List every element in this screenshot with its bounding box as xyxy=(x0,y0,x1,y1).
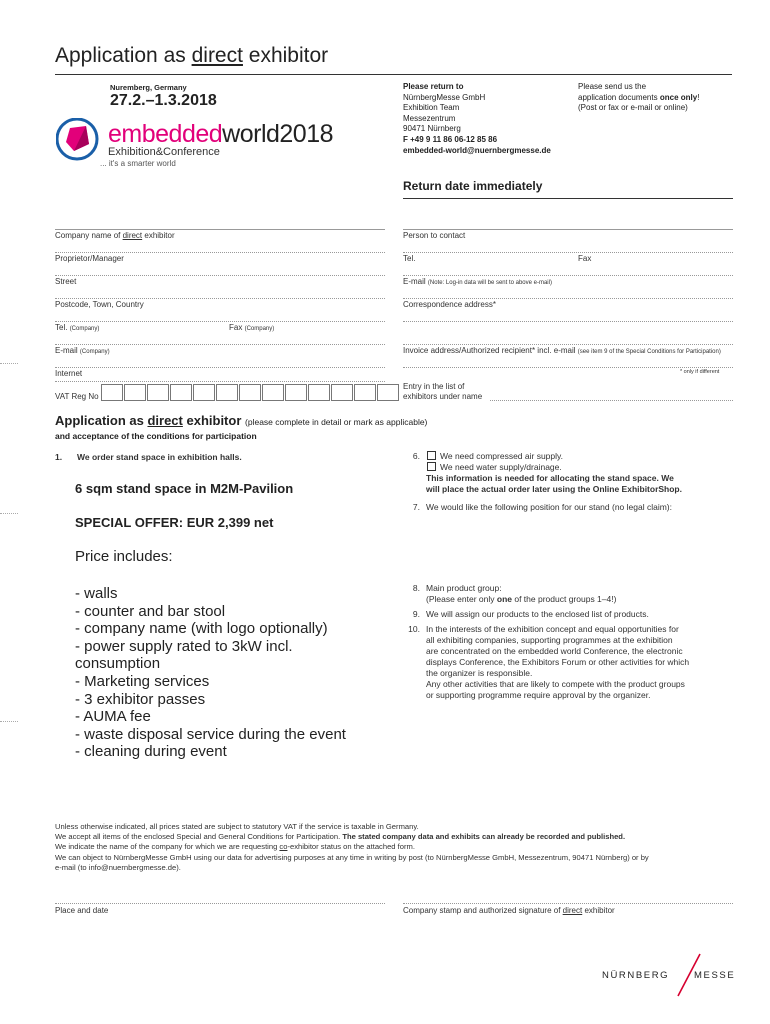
email-company-field[interactable] xyxy=(55,367,385,368)
correspondence-field-1[interactable] xyxy=(403,321,733,322)
place-date-field[interactable] xyxy=(55,903,385,904)
return-to-heading: Please return to xyxy=(403,82,464,91)
proprietor-label: Proprietor/Manager xyxy=(55,254,124,263)
send-note-line3: (Post or fax or e-mail or online) xyxy=(578,103,688,112)
logo-subtitle: Exhibition&Conference xyxy=(108,146,220,158)
stand-space-offer: 6 sqm stand space in M2M-Pavilion xyxy=(75,481,294,496)
fold-mark xyxy=(0,721,18,722)
compressed-air-checkbox[interactable] xyxy=(427,451,436,460)
list-item: - walls xyxy=(75,585,118,602)
event-location: Nuremberg, Germany xyxy=(110,83,187,92)
tagline: ... it's a smarter world xyxy=(100,159,176,168)
invoice-label: Invoice address/Authorized recipient* incl. e-mail (see item 9 of the Special Conditions for Participation) xyxy=(403,346,721,355)
postcode-label: Postcode, Town, Country xyxy=(55,300,144,309)
section-heading: Application as direct exhibitor (please complete in detail or mark as applicable) xyxy=(55,413,428,428)
vat-reg-boxes[interactable] xyxy=(101,384,400,401)
list-item: - counter and bar stool xyxy=(75,602,226,620)
event-dates: 27.2.–1.3.2018 xyxy=(110,92,217,109)
list-item: - 3 exhibitor passes xyxy=(75,690,206,708)
company-name-field[interactable] xyxy=(55,229,385,230)
vat-label: VAT Reg No xyxy=(55,392,99,401)
person-to-contact-field[interactable] xyxy=(403,229,733,230)
fax-label: Fax xyxy=(578,254,592,263)
return-address-line: NürnbergMesse GmbH xyxy=(403,92,486,102)
fold-mark xyxy=(0,363,18,364)
price-includes-heading: Price includes: xyxy=(75,548,173,565)
proprietor-field[interactable] xyxy=(55,275,385,276)
return-email[interactable]: embedded-world@nuernbergmesse.de xyxy=(403,146,551,155)
company-name-input-line[interactable] xyxy=(55,252,385,253)
list-item: consumption xyxy=(75,655,161,673)
place-date-label: Place and date xyxy=(55,906,109,915)
person-input-line[interactable] xyxy=(403,252,733,253)
return-date: Return date immediately xyxy=(403,179,543,193)
email-field[interactable] xyxy=(403,298,733,299)
item-7: 7. We would like the following position for our stand (no legal claim): xyxy=(412,502,672,512)
email-company-label: E-mail (Company) xyxy=(55,346,110,355)
list-item: - power supply rated to 3kW incl. xyxy=(75,637,293,655)
logo-embedded: embedded xyxy=(108,120,223,148)
list-item: - cleaning during event xyxy=(75,743,227,761)
section-note: (please complete in detail or mark as applicable) xyxy=(245,417,428,427)
invoice-field[interactable] xyxy=(403,367,733,368)
tel-fax-field[interactable] xyxy=(403,275,733,276)
internet-field[interactable] xyxy=(55,381,385,382)
brand-left: NÜRNBERG xyxy=(602,970,670,981)
email-label: E-mail (Note: Log-in data will be sent to above e-mail) xyxy=(403,277,552,286)
postcode-field[interactable] xyxy=(55,321,385,322)
page-title xyxy=(55,44,328,68)
logo-world: world xyxy=(222,120,280,148)
street-field[interactable] xyxy=(55,298,385,299)
street-label: Street xyxy=(55,277,77,286)
correspondence-label: Correspondence address* xyxy=(403,300,496,309)
only-if-different-note: * only if different xyxy=(680,369,720,375)
return-address-line: Messezentrum xyxy=(403,113,456,123)
send-note-line2: application documents xyxy=(578,92,658,102)
fax-company-label: Fax (Company) xyxy=(229,323,275,332)
title-pre: Application as xyxy=(55,44,192,67)
title-post: exhibitor xyxy=(242,44,329,67)
return-address-line: 90471 Nürnberg xyxy=(403,124,461,133)
cube-icon xyxy=(56,118,100,162)
return-date-rule xyxy=(403,198,733,199)
send-note-excl: ! xyxy=(697,92,700,102)
signature-field[interactable] xyxy=(403,903,733,904)
internet-label: Internet xyxy=(55,369,83,378)
list-item: - Marketing services xyxy=(75,672,210,690)
special-offer: SPECIAL OFFER: EUR 2,399 net xyxy=(75,515,274,530)
signature-label: Company stamp and authorized signature of direct exhibitor xyxy=(403,906,615,915)
item-8: 8. Main product group: (Please enter only one of the product groups 1–4!) xyxy=(412,583,617,604)
list-item: - company name (with logo optionally) xyxy=(75,620,328,638)
person-to-contact-label: Person to contact xyxy=(403,231,466,240)
list-item: - waste disposal service during the event xyxy=(75,725,346,743)
return-address-line: Exhibition Team xyxy=(403,103,460,112)
company-name-label: Company name of direct exhibitor xyxy=(55,231,175,240)
send-note-line1: Please send us the xyxy=(578,82,647,91)
title-rule xyxy=(55,74,732,75)
price-includes-list xyxy=(75,585,346,761)
tel-company-field[interactable] xyxy=(55,344,385,345)
tel-company-label: Tel. (Company) xyxy=(55,323,100,332)
section-subheading: and acceptance of the conditions for participation xyxy=(55,431,257,441)
send-note-emph: once only xyxy=(659,92,698,102)
tel-label: Tel. xyxy=(403,254,416,263)
return-to-block xyxy=(403,82,551,157)
list-item: - AUMA fee xyxy=(75,708,151,726)
nuernbergmesse-logo xyxy=(600,952,740,998)
entry-list-field[interactable] xyxy=(490,400,733,401)
item-9: 9. We will assign our products to the enclosed list of products. xyxy=(412,609,649,619)
logo-year: 2018 xyxy=(279,120,334,148)
return-fax: F +49 9 11 86 06-12 85 86 xyxy=(403,134,498,144)
item-10: 10. In the interests of the exhibition concept and equal opportunities for all exhibiting companies, supporting programmes at the exhibition are concentrated on the embedded world Conference, the electronic displays Conference, the Exhibitors Forum or other activities for which the organizer is responsible. Any other activities that are likely to compete with the product groups or supporting programme require approval by the organizer. xyxy=(408,624,690,700)
title-underlined: direct xyxy=(191,44,243,67)
water-supply-checkbox[interactable] xyxy=(427,462,436,471)
embedded-world-logo xyxy=(56,118,386,178)
brand-right: MESSE xyxy=(694,970,736,981)
item-1: 1. We order stand space in exhibition halls. xyxy=(55,452,242,462)
send-note xyxy=(578,82,699,114)
fold-mark xyxy=(0,513,18,514)
entry-list-label: Entry in the list of exhibitors under name xyxy=(403,382,483,401)
item-6: 6. We need compressed air supply. We need water supply/drainage. This information is needed for allocating the stand space. We will place the actual order later using the Online ExhibitorShop. xyxy=(412,451,682,494)
correspondence-field-2[interactable] xyxy=(403,344,733,345)
footer-terms: Unless otherwise indicated, all prices stated are subject to statutory VAT if the service is taxable in Germany. We accept all items of the enclosed Special and General Conditions for Participation. The stated company data and exhibits can already be recorded and published. We indicate the name of the company for which we are requesting co-exhibitor status on the attached form. We can object to NürnbergMesse GmbH using our data for advertising purposes at any time in writing by post (to NürnbergMesse GmbH, Messezentrum, 90471 Nürnberg) or by e-mail (to info@nuernbergmesse.de). xyxy=(55,822,649,872)
